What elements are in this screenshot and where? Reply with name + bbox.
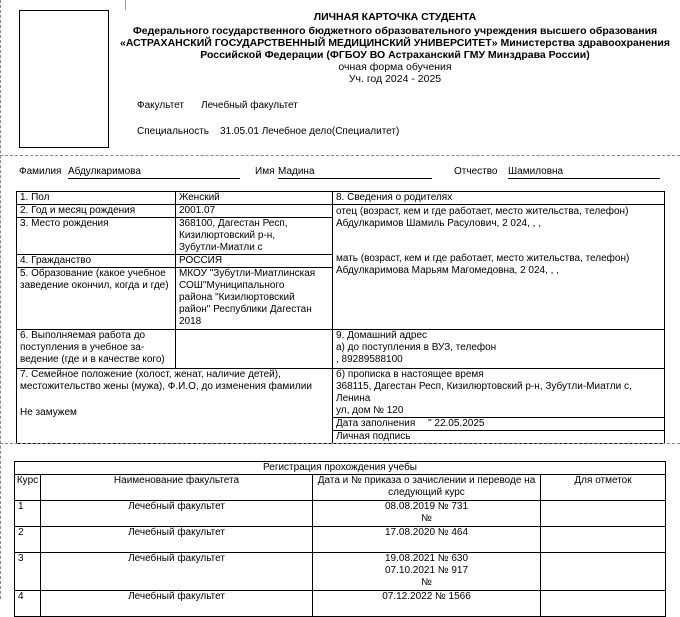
column-order-line-2: следующий курс [388,487,465,498]
surname-label: Фамилия [19,166,62,177]
birthplace-line-2: Кизилюртовский р-н, [179,230,276,241]
parents-cell [333,192,665,330]
marks-cell [541,591,666,617]
course-cell: 3 [15,553,41,591]
work-label-line-2: поступления в учебное за- [20,342,145,353]
education-label [17,268,176,330]
education-line-3: района "Кизилюртовский [179,292,295,303]
name-label: Имя [255,166,275,177]
name-value: Мадина [278,166,432,179]
marks-cell [541,553,666,591]
column-faculty: Наименование факультета [41,475,313,501]
work-label [17,330,176,369]
registration-address-cell [333,369,665,444]
left-page-edge [0,0,1,599]
faculty-cell: Лечебный факультет [41,591,313,617]
work-label-line-1: 6. Выполняемая работа до [20,330,146,341]
faculty-cell: Лечебный факультет [41,527,313,553]
mother-label: мать (возраст, кем и где работает, место жительства, телефон) [336,253,630,264]
order-line: 07.12.2022 № 1566 [382,591,471,602]
education-line-2: СОШ"Муниципального [179,280,285,291]
surname-value: Абдулкаримова [68,166,240,179]
fill-date-label: Дата заполнения [336,418,416,429]
table-row [15,591,666,617]
specialty-value: 31.05.01 Лечебное дело(Специалитет) [220,126,400,137]
birthplace-value [176,218,333,255]
faculty-value: Лечебный факультет [201,100,298,111]
study-form: очная форма обучения [338,61,452,73]
family-label-line-1: 7. Семейное положение (холост, женат, наличие детей), [20,369,281,380]
order-cell [313,527,541,553]
institution-line-1: Федерального государственного бюджетного образовательного учреждения высшего образования [132,25,658,37]
course-cell: 4 [15,591,41,617]
marks-cell [541,527,666,553]
top-tick [125,0,126,10]
registration-title: Регистрация прохождения учебы [15,462,666,475]
table-row [15,527,666,553]
marks-cell [541,501,666,527]
personal-info-table [16,191,665,444]
column-order-line-1: Дата и № приказа о зачислении и переводе на [317,475,536,486]
phone-value: , 89289588100 [336,354,403,365]
order-line: № [421,577,432,588]
birth-value: 2001.07 [176,205,333,218]
work-label-line-3: ведение (где и в качестве кого) [20,354,165,365]
parents-label: 8. Сведения о родителях [333,192,664,205]
card-title: ЛИЧНАЯ КАРТОЧКА СТУДЕНТА [313,11,477,23]
father-value: Абдулкаримов Шамиль Расулович, 2 024, , , [336,218,542,229]
citizenship-value: РОССИЯ [176,255,333,268]
course-cell: 2 [15,527,41,553]
work-value [176,330,333,369]
education-value [176,268,333,330]
order-cell [313,591,541,617]
fill-date-row [333,418,664,431]
mother-value: Абдулкаримова Марьям Магомедовна, 2 024, , , [336,265,559,276]
address-label: 9. Домашний адрес [336,330,428,341]
registration-table [14,461,666,617]
education-line-1: МКОУ "Зубутли-Миатлинская [179,268,316,279]
academic-year: Уч. год 2024 - 2025 [348,73,442,85]
order-line: № [421,513,432,524]
table-row [15,553,666,591]
birthplace-line-3: Зубутли-Миатли с [179,242,263,253]
current-address-line-2: ул, дом № 120 [333,405,664,418]
birthplace-label: 3. Место рождения [17,218,176,255]
photo-placeholder [19,10,109,148]
patronymic-label: Отчество [454,166,498,177]
citizenship-label: 4. Гражданство [17,255,176,268]
separator-top [0,155,680,156]
signature-label: Личная подпись [336,431,411,442]
father-label: отец (возраст, кем и где работает, место жительства, телефон) [336,206,629,217]
current-address-label: б) прописка в настоящее время [336,369,484,380]
birth-label: 2. Год и месяц рождения [17,205,176,218]
faculty-cell: Лечебный факультет [41,553,313,591]
address-cell [333,330,665,369]
address-before-label: а) до поступления в ВУЗ, телефон [336,342,497,353]
specialty-label: Специальность [137,126,209,137]
sex-label: 1. Пол [17,192,176,205]
order-line: 07.10.2021 № 917 [384,565,469,576]
column-marks: Для отметок [541,475,666,501]
sex-value: Женский [176,192,333,205]
family-value: Не замужем [20,407,77,418]
table-row [15,501,666,527]
education-line-5: 2018 [179,316,202,327]
patronymic-value: Шамиловна [508,166,660,179]
order-line: 19.08.2021 № 630 [384,553,469,564]
fill-date-value: " 22.05.2025 [428,418,485,429]
order-cell [313,553,541,591]
order-cell [313,501,541,527]
faculty-cell: Лечебный факультет [41,501,313,527]
family-cell [17,369,333,444]
column-order [313,475,541,501]
education-label-line-2: заведение окончил, когда и где) [20,280,169,291]
institution-line-3: Российской Федерации (ФГБОУ ВО Астраханский ГМУ Минздрава России) [200,49,590,61]
current-address-line-1: 368115, Дагестан Респ, Кизилюртовский р-н, Зубутли-Миатли с, Ленина [336,381,632,404]
column-course: Курс [15,475,41,501]
separator-bottom [0,443,680,444]
faculty-label: Факультет [137,100,184,111]
order-line: 08.08.2019 № 731 [384,501,469,512]
birthplace-line-1: 368100, Дагестан Респ, [179,218,288,229]
order-line: 17.08.2020 № 464 [384,527,469,538]
course-cell: 1 [15,501,41,527]
family-label-line-2: местожительство жены (мужа), Ф.И.О, до изменения фамилии [20,381,312,392]
education-label-line-1: 5. Образование (какое учебное [20,268,166,279]
education-line-4: район" Республики Дагестан [179,304,312,315]
institution-line-2: «АСТРАХАНСКИЙ ГОСУДАРСТВЕННЫЙ МЕДИЦИНСКИЙ УНИВЕРСИТЕТ» Министерства здравоохранения [120,37,670,49]
